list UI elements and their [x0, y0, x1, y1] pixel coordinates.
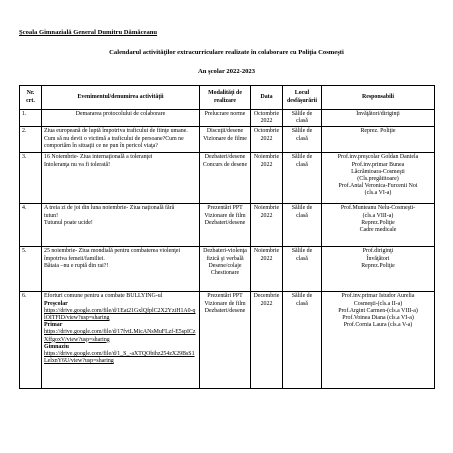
- date-text-line: 2022: [260, 255, 273, 262]
- date-text-line: Noiembrie: [253, 205, 280, 212]
- place-text-line: Sălile de: [291, 111, 313, 117]
- place-cell: [283, 110, 322, 127]
- place-text-line: Sălile de: [291, 205, 313, 212]
- responsible-text-line: Prof.diriginţi: [362, 248, 394, 255]
- event-text-line: împotriva femeii/familiei.: [44, 255, 105, 262]
- mode-text-line: Concurs de desene: [202, 161, 248, 168]
- place-cell: [283, 127, 322, 153]
- mode-cell: [200, 247, 251, 292]
- date-cell: [251, 204, 283, 247]
- place-text-line: clasă: [296, 212, 308, 219]
- responsible-text-line: (cls.a VIII-a): [362, 212, 394, 219]
- date-text-line: Decembrie: [253, 293, 280, 300]
- place-cell: [283, 292, 322, 389]
- responsible-cell: [322, 204, 435, 247]
- responsible-text-line: (cls.a VI-a): [364, 190, 392, 197]
- mode-cell: [200, 292, 251, 389]
- place-cell: [283, 153, 322, 204]
- date-cell: [251, 127, 283, 153]
- row-number: 2.: [20, 127, 42, 153]
- event-text-line: Demararea protocolului de colaborare: [75, 111, 166, 117]
- drive-link[interactable]: https://drive.google.com/file/d/17fvtLMicANsMuFLzf-E5spICzXffgoxV/view?usp=sharing: [44, 329, 196, 343]
- responsible-text-line: Prof.Voinea Diana (cls.a VI-a): [342, 315, 414, 322]
- responsible-text-line: Prof.Munteanu Nelu-Cosmeşti-: [340, 205, 416, 212]
- mode-text-line: Discuţii/desene: [206, 128, 244, 135]
- date-text-line: Noiembrie: [253, 248, 280, 255]
- mode-text-line: Prelucrare norme: [204, 111, 246, 117]
- event-cell: [42, 292, 200, 389]
- date-text-line: 2022: [260, 135, 273, 142]
- event-cell: [42, 204, 200, 247]
- event-text-line: Cum să nu devii o victimă a traficului de persoane?Cum ne: [44, 135, 184, 142]
- event-text-line: 16 Noiembrie- Ziua internaţională a toleranţei: [44, 154, 153, 161]
- place-text-line: Sălile de: [291, 128, 313, 135]
- mode-cell: [200, 110, 251, 127]
- responsible-cell: [322, 247, 435, 292]
- row-number: 3.: [20, 153, 42, 204]
- table-row: [20, 127, 435, 153]
- mode-text-line: Dezbateri/desene: [204, 154, 246, 161]
- row-number: 1.: [20, 110, 42, 127]
- drive-link[interactable]: https://drive.google.com/file/d/1_S_-aXTQObihz254zX29BsS1LelxnY6U/view?usp=sharing: [44, 351, 195, 365]
- column-header-mode: Modalităţi de realizare: [200, 86, 251, 110]
- event-cell: [42, 110, 200, 127]
- event-text-line: Ziua europeană de luptă împotriva traficului de fiinţe umane.: [44, 128, 188, 135]
- event-text-line: Bătaia –nu e ruptă din rai?!: [44, 262, 109, 269]
- table-row: [20, 153, 435, 204]
- event-text-line: A treia zi de joi din luna noiembrie- Ziua naţională fără: [44, 205, 175, 212]
- mode-text-line: Vizionare de film: [204, 300, 246, 307]
- date-cell: [251, 292, 283, 389]
- place-text-line: clasă: [296, 118, 308, 125]
- responsible-text-line: Lăcrămioara-Cosmeşti: [351, 168, 405, 175]
- activities-table: [19, 85, 435, 389]
- column-header-responsible: Responsabili: [322, 86, 435, 110]
- event-text-line: 25 noiembrie- Ziua mondială pentru combaterea violenţei: [44, 248, 181, 255]
- group-label: Primar: [44, 322, 63, 329]
- mode-cell: [200, 127, 251, 153]
- event-text-line: Intoleranţa nu va fi tolerată!: [44, 161, 111, 168]
- row-number: 5.: [20, 247, 42, 292]
- event-cell: [42, 127, 200, 153]
- mode-cell: [200, 153, 251, 204]
- column-header-event: Evenimentul/denumirea activităţii: [42, 86, 200, 110]
- event-text-line: Eforturi comune pentru a combate BULLYING-ul: [44, 293, 163, 300]
- column-header-date: Data: [251, 86, 283, 110]
- mode-text-line: Dezbateri/desene: [204, 307, 246, 314]
- table-header-row: [20, 86, 435, 110]
- date-cell: [251, 247, 283, 292]
- date-text-line: 2022: [260, 118, 273, 125]
- row-number: 4.: [20, 204, 42, 247]
- responsible-cell: [322, 127, 435, 153]
- drive-link[interactable]: https://drive.google.com/file/d/1Eat21GxlQfplC2X2YziH1A0-qlOITFID/view?usp=sharing: [44, 307, 196, 322]
- responsible-cell: [322, 153, 435, 204]
- mode-cell: [200, 204, 251, 247]
- responsible-text-line: Învăţători/diriginţi: [356, 111, 400, 117]
- place-text-line: clasă: [296, 255, 308, 262]
- column-header-nr: Nr. crt.: [20, 86, 42, 110]
- responsible-text-line: Reprez.Poliţie: [361, 219, 395, 226]
- event-cell: [42, 247, 200, 292]
- responsible-text-line: Prof.inv.primar Bunea: [351, 161, 405, 168]
- place-text-line: clasă: [296, 135, 308, 142]
- school-name: Şcoala Gimnazială General Dumitru Dămăceanu: [19, 29, 158, 36]
- responsible-text-line: Cosmeşti-(cls.a II-a): [353, 300, 403, 307]
- mode-text-line: Vizionare de film: [204, 212, 246, 219]
- responsible-text-line: Prof.Antal Veronica-Furcenii Noi: [338, 183, 418, 190]
- table-row: [20, 292, 435, 389]
- place-text-line: clasă: [296, 300, 308, 307]
- place-cell: [283, 247, 322, 292]
- event-text-line: comportăm în situaţii ce ne pun în pericol viaţa?: [44, 142, 158, 149]
- row-number: 6.: [20, 292, 42, 389]
- table-row: [20, 110, 435, 127]
- responsible-text-line: Prof.Cornia Laura (cls.a V-a): [343, 322, 413, 329]
- column-header-place: Locul desfăşurării: [283, 86, 322, 110]
- responsible-text-line: Cadre medicale: [359, 227, 397, 234]
- responsible-text-line: Prof.Argint Carmen-(cls.a VIII-a): [338, 307, 418, 314]
- date-text-line: Noiembrie: [253, 154, 280, 161]
- mode-text-line: Dezbateri-violenţa: [203, 248, 247, 255]
- date-text-line: 2022: [260, 161, 273, 168]
- table-row: [20, 204, 435, 247]
- mode-text-line: Prezentări PPT: [207, 293, 243, 300]
- document-title: Calendarul activităţilor extracurriculare realizate în colaborare cu Poliţia Cosmeşti: [109, 49, 344, 56]
- event-cell: [42, 153, 200, 204]
- responsible-text-line: (Cls.pregătitoare): [357, 176, 399, 183]
- date-text-line: Octombrie: [253, 128, 280, 135]
- date-text-line: 2022: [260, 300, 273, 307]
- place-cell: [283, 204, 322, 247]
- mode-text-line: Chestionare: [210, 270, 240, 277]
- responsible-text-line: Prof.inv.preşcolar Goldan Daniela: [337, 154, 419, 161]
- mode-text-line: Dezbateri/desene: [204, 219, 246, 226]
- mode-text-line: Prezentări PPT: [207, 205, 243, 212]
- responsible-text-line: Prof.inv.primar Istudor Aurelia: [341, 293, 415, 300]
- mode-text-line: Desene/colaje: [208, 262, 242, 269]
- group-label: Preşcolar: [44, 300, 68, 307]
- responsible-text-line: Reprez.Poliţie: [361, 262, 395, 269]
- table-row: [20, 247, 435, 292]
- date-cell: [251, 110, 283, 127]
- place-text-line: Sălile de: [291, 248, 313, 255]
- responsible-text-line: Reprez. Poliţie: [360, 128, 396, 135]
- responsible-text-line: Învăţători: [366, 255, 390, 262]
- place-text-line: clasă: [296, 161, 308, 168]
- date-cell: [251, 153, 283, 204]
- responsible-cell: [322, 110, 435, 127]
- mode-text-line: Vizionare de filme: [203, 135, 247, 142]
- group-label: Gimnaziu: [44, 343, 69, 350]
- school-year: An şcolar 2022-2023: [197, 68, 256, 75]
- date-text-line: Octombrie: [253, 111, 280, 117]
- date-text-line: 2022: [260, 212, 273, 219]
- event-text-line: tutun!: [44, 212, 59, 219]
- mode-text-line: fizică şi verbală: [206, 255, 244, 262]
- responsible-cell: [322, 292, 435, 389]
- place-text-line: Sălile de: [291, 293, 313, 300]
- place-text-line: Sălile de: [291, 154, 313, 161]
- event-text-line: Tutunul poate ucide!: [44, 219, 93, 226]
